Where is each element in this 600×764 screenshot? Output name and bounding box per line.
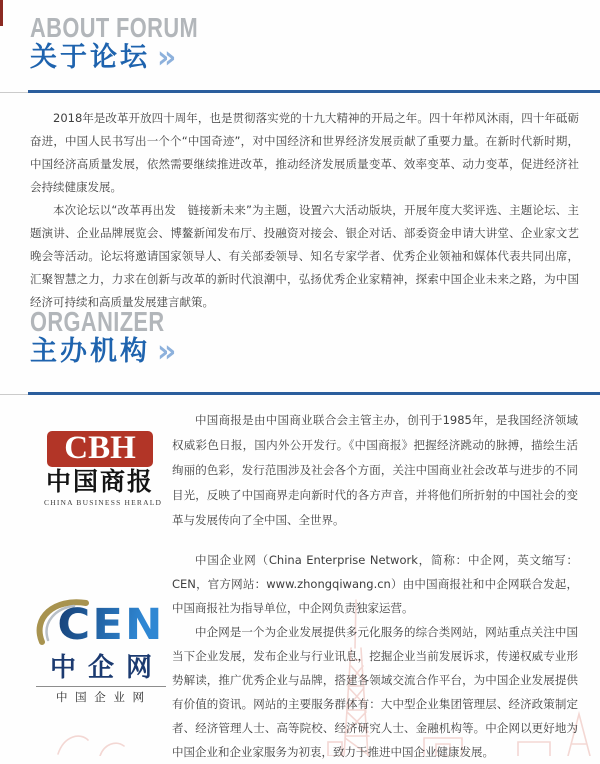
cen-logo xyxy=(34,600,168,704)
cen-logo-divider xyxy=(36,686,166,687)
rule-stub-gray xyxy=(0,92,28,93)
cen-logo-name-cn: 中企网 xyxy=(49,653,164,683)
cbh-paragraph: 中国商报是由中国商业联合会主管主办，创刊于1985年，是我国经济领域权威彩色日报，国内外公开发行。《中国商报》把握经济跳动的脉搏，描绘生活绚丽的色彩，发行范围涉及社会各个方面，关注中国商业社会改革与进步的不同目光，反映了中国商界走向新时代的各方声音，并将他们所折射的中国社会的变革与发展传向了全中国、全世界。 xyxy=(172,413,578,527)
cbh-logo-name-cn: 中国商报 xyxy=(45,469,154,496)
about-body xyxy=(30,107,579,314)
section-rule-blue xyxy=(28,392,600,395)
cbh-logo-acronym: CBH xyxy=(47,431,153,467)
cen-description xyxy=(172,548,578,764)
scan-corner-mark xyxy=(0,0,3,26)
cen-logo-acronym: CEN xyxy=(34,600,173,650)
cbh-logo xyxy=(44,430,163,507)
about-paragraph-2: 本次论坛以“改革再出发 链接新未来”为主题，设置六大活动版块，开展年度大奖评选、主题论坛、主题演讲、企业品牌展览会、博鳌新闻发布厅、投融资对接会、银企对话、部委资金申请大讲堂、企业家文艺晚会等活动。论坛将邀请国家领导人、有关部委领导、知名专家学者、优秀企业领袖和媒体代表共同出席，汇聚智慧之力，力求在创新与改革的新时代浪潮中，弘扬优秀企业家精神，探索中国企业未来之路，为中国经济可持续和高质量发展建言献策。 xyxy=(30,203,579,309)
about-section-header xyxy=(30,12,245,76)
cbh-logo-name-en: CHINA BUSINESS HERALD xyxy=(44,498,163,507)
organizer-title-en: ORGANIZER xyxy=(30,306,165,337)
about-title-en: ABOUT FORUM xyxy=(30,12,199,43)
cen-paragraph-2: 中企网是一个为企业发展提供多元化服务的综合类网站，网站重点关注中国当下企业发展，发布企业与行业讯息，挖掘企业当前发展诉求，传递权威专业形势解读，推广优秀企业与品牌，搭建各领域交流合作平台，为中国企业发展提供有价值的资讯。网站的主要服务群体有：大中型企业集团管理层、经济政策制定者、经济管理人士、高等院校、经济研究人士、金融机构等。中企网以更好地为中国企业和企业家服务为初衷，致力于推进中国企业健康发展。 xyxy=(172,625,578,759)
organizer-section-header xyxy=(30,306,203,370)
cen-logo-name-sub: 中 国 企 业 网 xyxy=(55,690,147,704)
cen-paragraph-1: 中国企业网（China Enterprise Network，简称：中企网，英文缩写：CEN，官方网站：www.zhongqiwang.cn）由中国商报社和中企网联合发起，中国商报社为指导单位，中企网负责独家运营。 xyxy=(172,553,578,615)
about-paragraph-1: 2018年是改革开放四十周年，也是贯彻落实党的十九大精神的开局之年。四十年栉风沐雨，四十年砥砺奋进，中国人民书写出一个个“中国奇迹”，对中国经济和世界经济发展贡献了重要力量。在新时代新时期，中国经济高质量发展，依然需要继续推进改革，推动经济发展质量变革、效率变革、动力变革，促进经济社会持续健康发展。 xyxy=(30,111,579,194)
double-chevron-icon: » xyxy=(157,39,177,76)
rule-stub-gray xyxy=(0,394,28,395)
about-title-cn: 关于论坛 xyxy=(30,42,150,73)
section-rule-blue xyxy=(28,90,600,93)
cbh-description xyxy=(172,408,578,533)
double-chevron-icon: » xyxy=(157,333,177,370)
organizer-title-cn: 主办机构 xyxy=(30,336,150,367)
